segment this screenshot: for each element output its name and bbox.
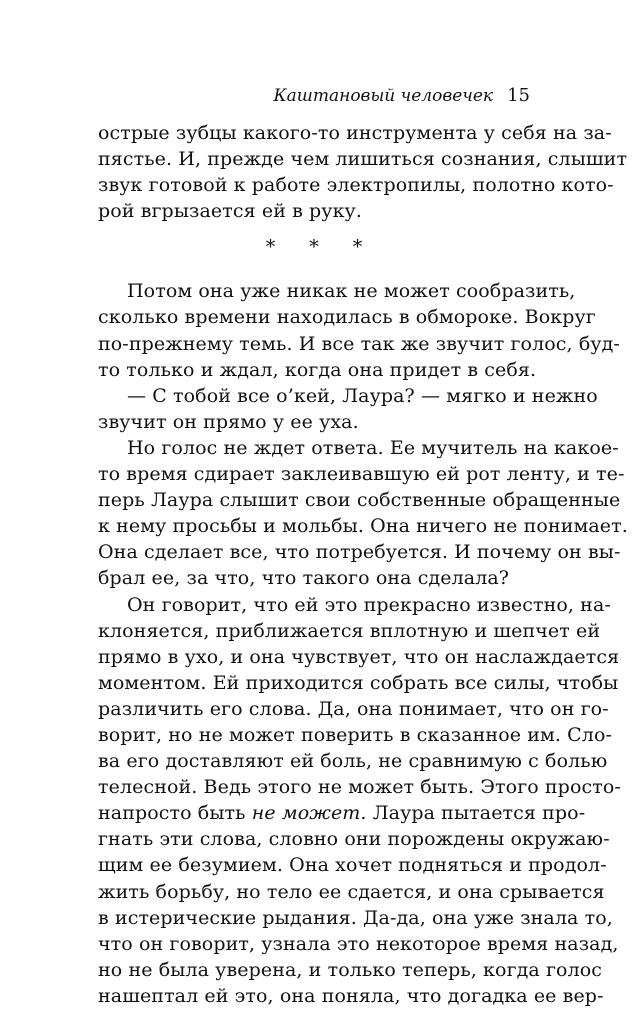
text-line: щим ее безумием. Она хочет подняться и продол-: [98, 854, 607, 877]
text-line: Она сделает все, что потребуется. И почему он вы-: [98, 541, 621, 564]
text-line: клоняется, приближается вплотную и шепчет ей: [98, 619, 601, 642]
text-line: — С тобой все о’кей, Лаура? — мягко и нежно: [127, 384, 598, 407]
text-line: рой вгрызается ей в руку.: [98, 200, 362, 223]
text-line: острые зубцы какого-то инструмента у себя на за-: [98, 122, 612, 144]
text-line: Он говорит, что ей это прекрасно известно, на-: [127, 593, 611, 616]
text-line: телесной. Ведь этого не может быть. Этого просто-: [98, 776, 621, 799]
text-line: ва его доставляют ей боль, не сравнимую с болью: [98, 750, 608, 773]
text-line: звук готовой к работе электропилы, полотно кото-: [98, 174, 614, 197]
text-line: к нему просьбы и мольбы. Она ничего не понимает.: [98, 515, 628, 538]
running-title: Каштановый человечек: [273, 86, 494, 106]
text-line: [98, 800, 586, 826]
text-line: ворит, но не может поверить в сказанное им. Сло-: [98, 723, 613, 746]
text-line: моментом. Ей приходится собрать все силы, чтобы: [98, 671, 619, 694]
text-line: звучит он прямо у ее уха.: [98, 410, 359, 433]
text-line: жить борьбу, но тело ее сдается, и она срывается: [98, 880, 605, 903]
section-separator: * * *: [265, 236, 377, 259]
page-number: 15: [507, 85, 530, 106]
book-page: [98, 84, 628, 1009]
text-line: брал ее, за что, что такого она сделала?: [98, 567, 510, 590]
text-line: сколько времени находилась в обмороке. Вокруг: [98, 306, 596, 329]
text-line: Потом она уже никак не может сообразить,: [127, 280, 576, 303]
text-line: то время сдирает заклеивавшую ей рот ленту, и те-: [98, 463, 625, 486]
emphasis-text: не может.: [251, 802, 367, 825]
text-line: перь Лаура слышит свои собственные обращенные: [98, 489, 621, 512]
text-fragment: Лаура пытается про-: [372, 802, 586, 825]
text-line: в истерические рыдания. Да-да, она уже знала то,: [98, 906, 613, 929]
text-line: но не была уверена, и только теперь, когда голос: [98, 958, 603, 981]
running-head: [98, 84, 530, 120]
text-line: прямо в ухо, и она чувствует, что он наслаждается: [98, 645, 620, 668]
text-line: различить его слова. Да, она понимает, что он го-: [98, 697, 609, 720]
text-line: нашептал ей это, она поняла, что догадка ее вер-: [98, 984, 604, 1007]
text-line: пястье. И, прежде чем лишиться сознания, слышит: [98, 148, 628, 171]
text-line: по-прежнему темь. И все так же звучит голос, буд-: [98, 332, 620, 355]
text-line: что он говорит, узнала это некоторое время назад,: [98, 932, 619, 955]
text-fragment: напросто быть: [98, 802, 246, 825]
text-line: гнать эти слова, словно они порождены окружаю-: [98, 828, 610, 851]
text-line: то только и ждал, когда она придет в себя.: [98, 358, 537, 381]
text-line: Но голос не ждет ответа. Ее мучитель на какое-: [127, 436, 619, 459]
